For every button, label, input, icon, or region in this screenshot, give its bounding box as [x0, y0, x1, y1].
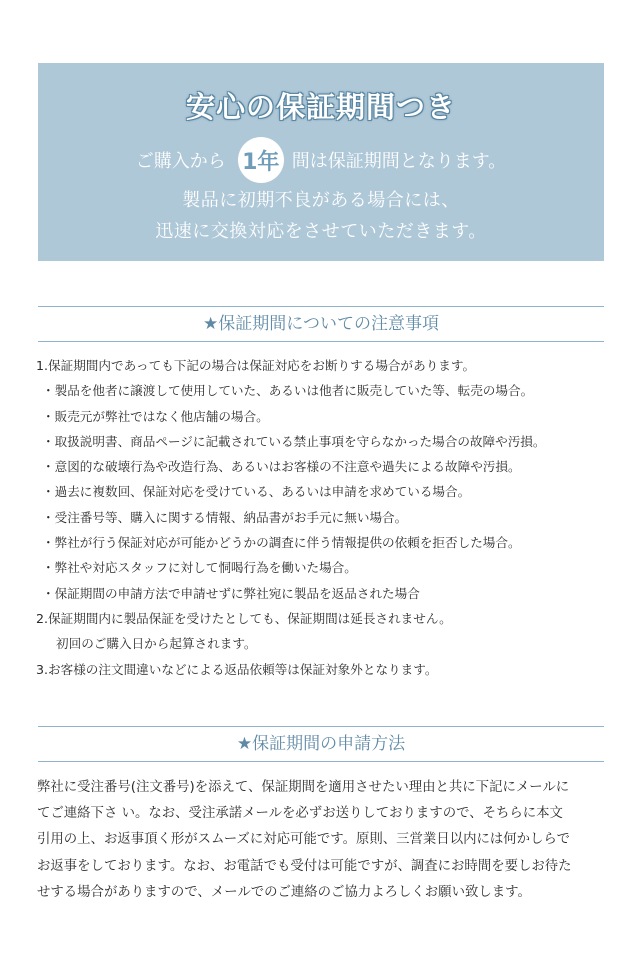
banner-title: 安心の保証期間つき	[185, 90, 456, 124]
banner-line2: 製品に初期不良がある場合には、	[182, 190, 460, 211]
notes-subitem: ・取扱説明書、商品ページに記載されている禁止事項を守らなかった場合の故障や汚損。	[42, 433, 546, 449]
method-line: せする場合がありますので、メールでのご連絡のご協力よろしくお願い致します。	[37, 884, 531, 900]
method-line: 引用の上、お返事頂く形がスムーズに対応可能です。原則、三営業日以内には何かしらで	[37, 832, 571, 848]
method-line: 弊社に受注番号(注文番号)を添えて、保証期間を適用させたい理由と共に下記にメールに	[37, 780, 570, 795]
notes-subitem: ・製品を他者に譲渡して使用していた、あるいは他者に販売していた等、転売の場合。	[42, 383, 534, 399]
banner-line1-before: ご購入から	[135, 151, 226, 172]
notes-subitem: ・弊社や対応スタッフに対して恫喝行為を働いた場合。	[42, 560, 357, 576]
notes-subitem: ・受注番号等、購入に関する情報、納品書がお手元に無い場合。	[42, 509, 408, 525]
banner-warranty-period-line	[38, 141, 604, 179]
section-heading-application: ★保証期間の申請方法	[38, 726, 604, 762]
application-method-text	[37, 775, 607, 906]
year-badge: 1年	[238, 137, 284, 183]
method-line: てご連絡下さ い。なお、受注承諾メールを必ずお送りしておりますので、そちらに本文	[37, 806, 563, 822]
notes-subitem: ・保証期間の申請方法で申請せずに弊社宛に製品を返品された場合	[42, 585, 420, 601]
notes-subitem: ・過去に複数回、保証対応を受けている、あるいは申請を求めている場合。	[42, 484, 471, 500]
notes-list	[36, 353, 636, 682]
banner-line3: 迅速に交換対応をさせていただきます。	[155, 221, 487, 242]
notes-item-2: 2.保証期間内に製品保証を受けたとしても、保証期間は延長されません。	[36, 610, 452, 626]
notes-item-1: 1.保証期間内であっても下記の場合は保証対応をお断りする場合があります。	[36, 358, 476, 373]
notes-item-3: 3.お客様の注文間違いなどによる返品依頼等は保証対象外となります。	[36, 661, 438, 677]
notes-subitem: ・販売元が弊社ではなく他店舗の場合。	[42, 408, 269, 424]
section-heading-notes: ★保証期間についての注意事項	[38, 306, 604, 342]
method-line: お返事をしております。なお、お電話でも受付は可能ですが、調査にお時間を要しお待た	[37, 858, 572, 874]
notes-subitem: ・弊社が行う保証対応が可能かどうかの調査に伴う情報提供の依頼を拒否した場合。	[42, 535, 521, 551]
notes-subitem: ・意図的な破壊行為や改造行為、あるいはお客様の不注意や過失による故障や汚損。	[42, 459, 521, 475]
warranty-banner	[38, 63, 604, 261]
banner-line1-after: 間は保証期間となります。	[291, 151, 507, 172]
notes-item-2-continued: 初回のご購入日から起算されます。	[56, 636, 257, 652]
